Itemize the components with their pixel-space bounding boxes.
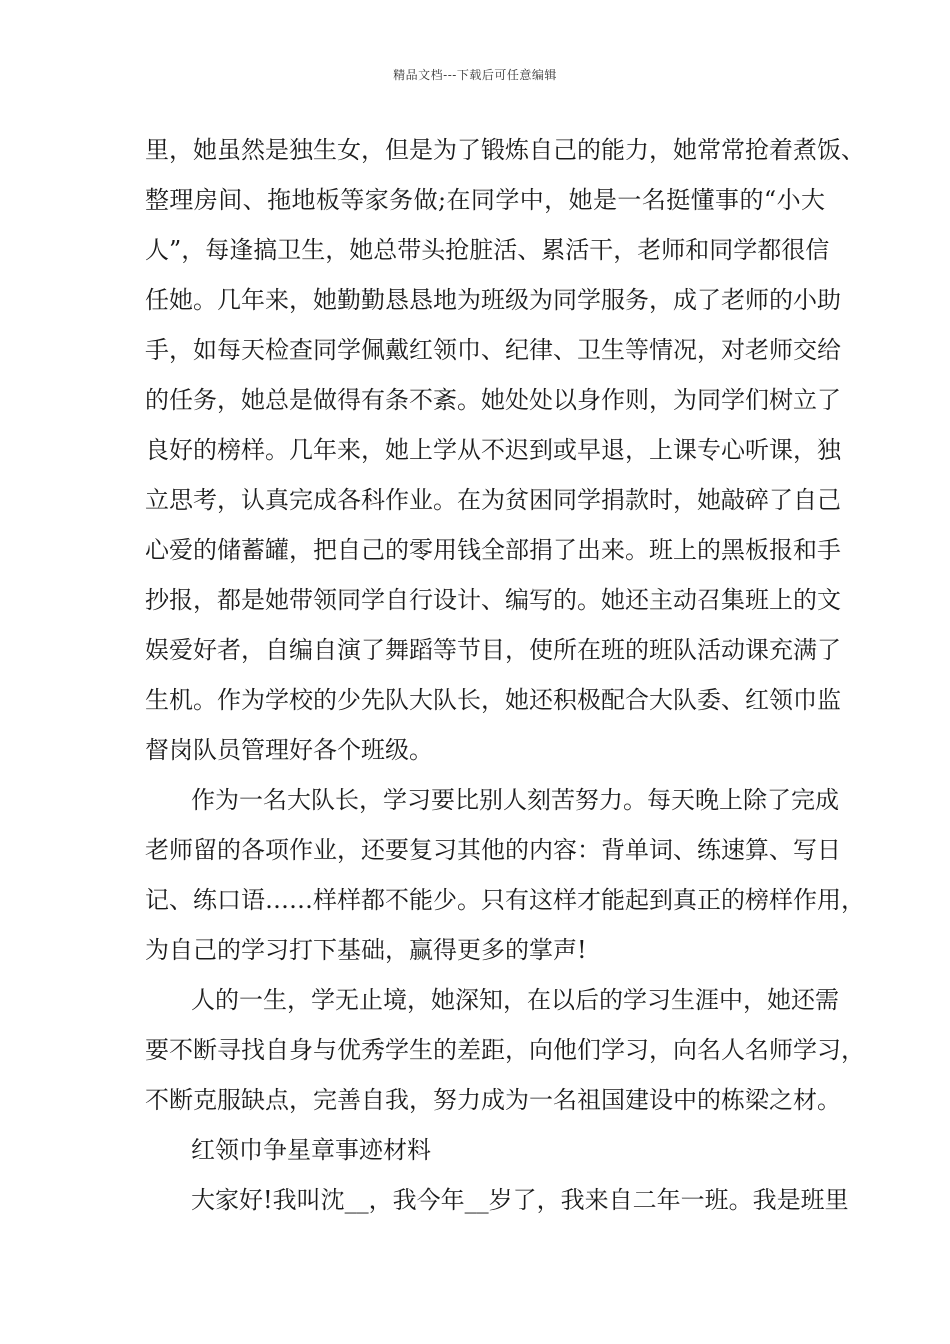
text-line: 记、练口语……样样都不能少。只有这样才能起到真正的榜样作用，: [145, 886, 865, 914]
text-line: 立思考，认真完成各科作业。在为贫困同学捐款时，她敲碎了自己: [145, 486, 841, 514]
section-title: 红领巾争星章事迹材料: [191, 1136, 431, 1164]
text-line: 为自己的学习打下基础，赢得更多的掌声!: [145, 936, 587, 964]
text-line: 娱爱好者，自编自演了舞蹈等节目，使所在班的班队活动课充满了: [145, 636, 841, 664]
text-line: 的任务，她总是做得有条不紊。她处处以身作则，为同学们树立了: [145, 386, 841, 414]
text-line: 抄报，都是她带领同学自行设计、编写的。她还主动召集班上的文: [145, 586, 841, 614]
paragraph-first-line: 作为一名大队长，学习要比别人刻苦努力。每天晚上除了完成: [191, 786, 839, 814]
text-line: 任她。几年来，她勤勤恳恳地为班级为同学服务，成了老师的小助: [145, 286, 841, 314]
text-line: 督岗队员管理好各个班级。: [145, 736, 433, 764]
paragraph-first-line: 大家好!我叫沈__，我今年__岁了，我来自二年一班。我是班里: [191, 1186, 849, 1214]
text-line: 里，她虽然是独生女，但是为了锻炼自己的能力，她常常抢着煮饭、: [145, 136, 865, 164]
paragraph-first-line: 人的一生，学无止境，她深知，在以后的学习生涯中，她还需: [191, 986, 839, 1014]
text-line: 心爱的储蓄罐，把自己的零用钱全部捐了出来。班上的黑板报和手: [145, 536, 841, 564]
text-line: 手，如每天检查同学佩戴红领巾、纪律、卫生等情况，对老师交给: [145, 336, 841, 364]
text-line: 整理房间、拖地板等家务做;在同学中，她是一名挺懂事的“小大: [145, 186, 825, 214]
page-header: 精品文档---下载后可任意编辑: [393, 68, 557, 82]
text-line: 老师留的各项作业，还要复习其他的内容：背单词、练速算、写日: [145, 836, 841, 864]
text-line: 生机。作为学校的少先队大队长，她还积极配合大队委、红领巾监: [145, 686, 841, 714]
text-line: 人”，每逢搞卫生，她总带头抢脏活、累活干，老师和同学都很信: [145, 236, 830, 264]
text-line: 要不断寻找自身与优秀学生的差距，向他们学习，向名人名师学习，: [145, 1036, 865, 1064]
text-line: 良好的榜样。几年来，她上学从不迟到或早退，上课专心听课，独: [145, 436, 841, 464]
text-line: 不断克服缺点，完善自我，努力成为一名祖国建设中的栋梁之材。: [145, 1086, 841, 1114]
